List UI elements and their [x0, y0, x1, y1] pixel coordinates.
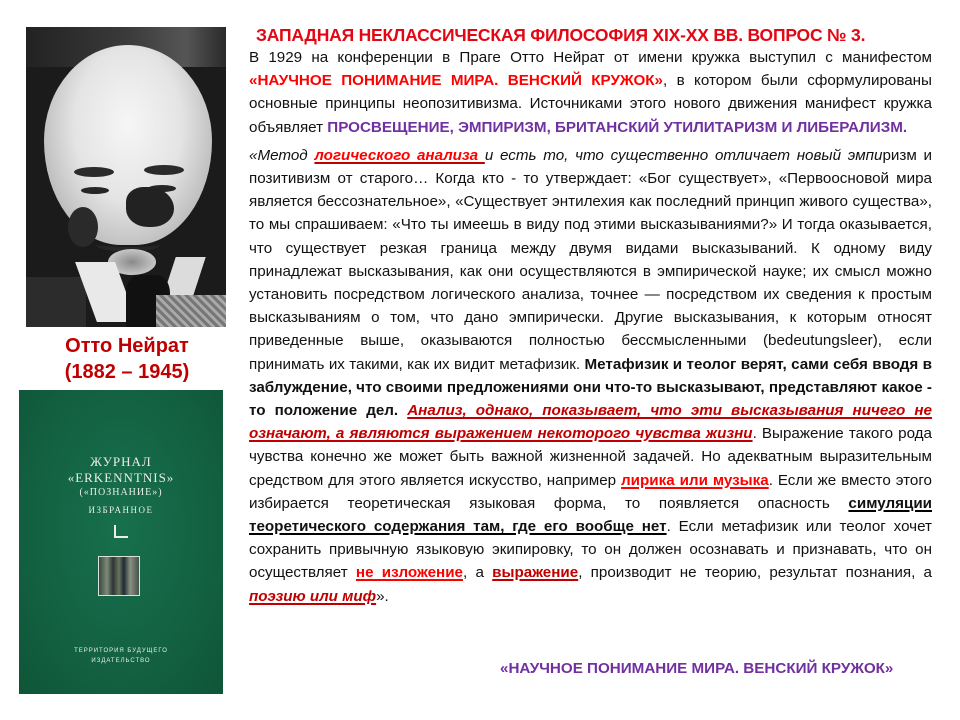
- simulation-highlight: симуляции теоретического содержания там, где его вообще нет: [249, 494, 932, 536]
- photo-sweater: [156, 295, 226, 327]
- logical-analysis-highlight: логического анализа: [314, 146, 485, 164]
- caption-name: Отто Нейрат: [65, 335, 189, 357]
- text-run: . Выражение такого рода чувства конечно же может быть важной жизненной задачей. Но адекватным выразительным средством для этого является искусство, например: [249, 425, 932, 489]
- paragraph-quote: [249, 144, 932, 608]
- metaphysics-claim-bold: Метафизик и теолог верят, сами себя вводя в заблуждение, что своими предложениями они что-то высказывают, представляют какое - то положение дел.: [249, 355, 932, 420]
- paragraph-intro: [249, 46, 932, 139]
- book-title-line: («ПОЗНАНИЕ»): [79, 487, 163, 498]
- book-title-line: «ERKENNTNIS»: [67, 470, 175, 485]
- text-run: . Если же вместо этого избирается теоретическая языковая форма, то появляется опасность: [249, 471, 932, 512]
- text-run: ».: [376, 587, 389, 605]
- photo-brow-left: [74, 167, 114, 177]
- book-cover: [19, 390, 223, 694]
- caption-years: (1882 – 1945): [64, 361, 190, 383]
- analysis-highlight: Анализ, однако, показывает, что эти высказывания ничего не означают, а являются выражением некоторого чувства жизни: [249, 402, 932, 443]
- main-text: [249, 46, 932, 608]
- photo-eye-left: [81, 187, 109, 194]
- source-attribution: «НАУЧНОЕ ПОНИМАНИЕ МИРА. ВЕНСКИЙ КРУЖОК»: [500, 660, 894, 677]
- text-run: , а: [462, 564, 493, 582]
- lyrics-music-highlight: лирика или музыка: [621, 471, 769, 489]
- text-run: [398, 402, 407, 419]
- poetry-myth-highlight: поэзию или миф: [249, 587, 377, 605]
- book-subtitle: ИЗБРАННОЕ: [88, 505, 154, 515]
- portrait-photo: [26, 27, 226, 327]
- text-run: эмпи: [841, 146, 883, 164]
- sources-highlight: ПРОСВЕЩЕНИЕ, ЭМПИРИЗМ, БРИТАНСКИЙ УТИЛИТАРИЗМ И ЛИБЕРАЛИЗМ.: [327, 118, 908, 136]
- manifesto-title-highlight: «НАУЧНОЕ ПОНИМАНИЕ МИРА. ВЕНСКИЙ КРУЖОК»: [249, 72, 663, 90]
- book-title-line: ЖУРНАЛ: [90, 454, 152, 469]
- portrait-caption: [22, 333, 232, 385]
- book-publisher: ТЕРРИТОРИЯ БУДУЩЕГО: [74, 648, 168, 654]
- text-run: «Метод: [249, 146, 315, 164]
- book-volume-mark-icon: [114, 525, 128, 538]
- text-run: . Если метафизик или теолог хочет сохранить привычную языковую экипировку, то он должен осознавать и признавать, что он осуществляет: [249, 518, 932, 582]
- book-publisher: ИЗДАТЕЛЬСТВО: [91, 658, 151, 664]
- not-exposition-highlight: не изложение: [355, 564, 463, 582]
- text-run: , в котором были сформулированы основные принципы неопозитивизма. Источниками этого нового движения манифест кружка объявляет: [249, 72, 932, 136]
- text-run: и есть то, что существенно отличает новый: [484, 146, 842, 164]
- photo-shadow: [68, 207, 98, 247]
- expression-highlight: выражение: [492, 564, 579, 582]
- photo-shadow: [126, 187, 174, 227]
- text-run: , производит не теорию, результат познания, а: [578, 564, 932, 582]
- book-cover-photo: [98, 556, 140, 596]
- slide-title: ЗАПАДНАЯ НЕКЛАССИЧЕСКАЯ ФИЛОСОФИЯ XIX-XX ВВ. ВОПРОС № 3.: [256, 25, 866, 45]
- text-run: ризм и позитивизм от старого… Когда кто - то утверждает: «Бог существует», «Первоосновой мира является бессознательное», «Существует энтилехия как последний принцип живого существа», то мы спрашиваем: «Что ты имеешь в виду под этими высказываниями?» И тогда оказывается, что существует резкая граница между двумя видами высказываний. К одному виду принадлежат высказывания, как они осуществляются в эмпирической науке; их смысл можно установить посредством логического анализа, точнее — посредством их сведения к простым высказываниям о том, что дано эмпирически. Другие высказывания, к которым относят приведенные выше, оказываются полностью бессмысленными (bedeutungsleer), если принимать их такими, как их видит метафизик.: [249, 146, 932, 373]
- text-run: В 1929 на конференции в Праге Отто Нейрат от имени кружка выступил с манифестом: [249, 49, 932, 66]
- photo-shoulder: [26, 277, 86, 327]
- photo-brow-right: [144, 165, 184, 175]
